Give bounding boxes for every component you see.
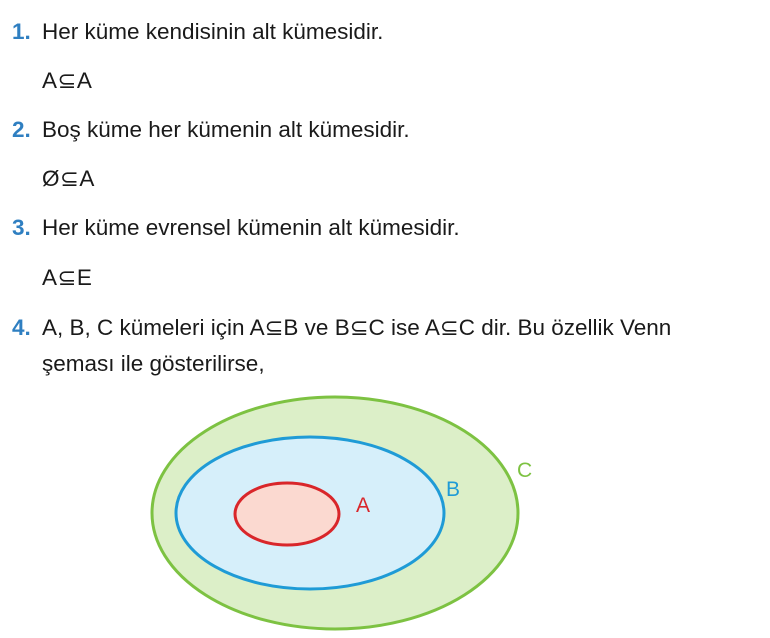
item-text-line1: A, B, C kümeleri için A⊆B ve B⊆C ise A⊆C dir. Bu özellik Venn: [42, 315, 672, 340]
formula-3: A⊆E: [42, 265, 93, 290]
item-number: 2.: [12, 117, 31, 142]
item-number: 4.: [12, 315, 31, 340]
formula-2: Ø⊆A: [42, 166, 95, 191]
item-text: Her küme kendisinin alt kümesidir.: [42, 19, 384, 44]
set-b-label: B: [446, 478, 461, 501]
item-number: 1.: [12, 19, 31, 44]
item-text: Boş küme her kümenin alt kümesidir.: [42, 117, 410, 142]
item-text-line2: şeması ile gösterilirse,: [42, 351, 265, 376]
set-c-label: C: [517, 459, 533, 482]
item-number: 3.: [12, 215, 31, 240]
item-text: Her küme evrensel kümenin alt kümesidir.: [42, 215, 460, 240]
set-a-ellipse: [235, 483, 339, 545]
formula-1: A⊆A: [42, 68, 93, 93]
set-a-label: A: [356, 494, 371, 517]
